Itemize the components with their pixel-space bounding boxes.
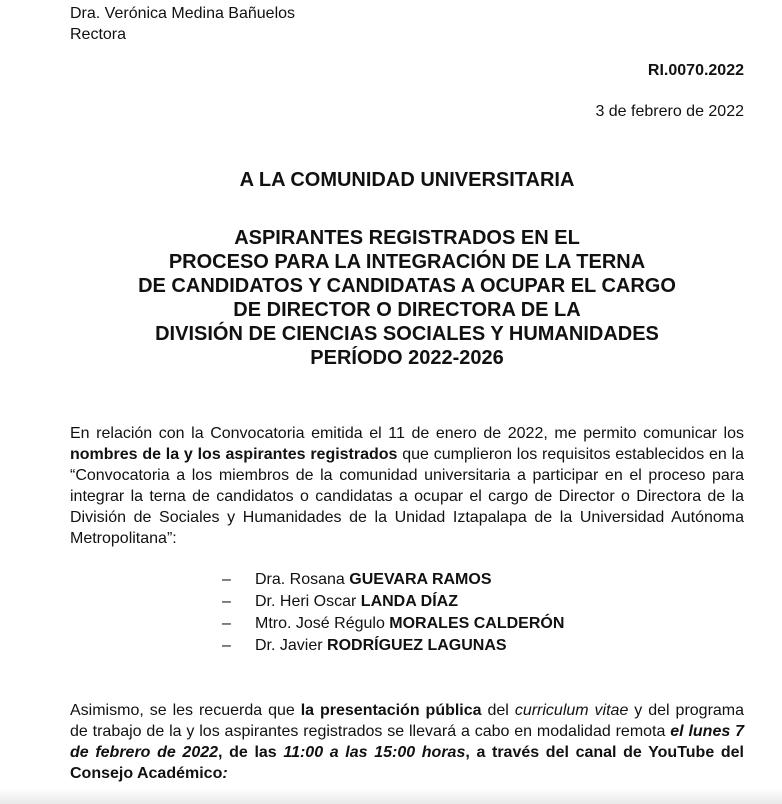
title-line: DIVISIÓN DE CIENCIAS SOCIALES Y HUMANIDADES bbox=[155, 323, 659, 345]
sender-name: Dra. Verónica Medina Bañuelos bbox=[70, 5, 296, 22]
reminder-paragraph bbox=[70, 700, 744, 784]
candidate-surname: GUEVARA RAMOS bbox=[349, 571, 492, 588]
dash-bullet: – bbox=[222, 593, 231, 610]
candidate-surname: RODRÍGUEZ LAGUNAS bbox=[327, 637, 507, 654]
candidate-surname: LANDA DÍAZ bbox=[360, 593, 458, 610]
candidate-title: Dr. Javier bbox=[255, 637, 328, 654]
page-bottom-shadow bbox=[0, 788, 782, 804]
candidate-title: Mtro. José Régulo bbox=[255, 615, 390, 632]
list-item bbox=[222, 591, 564, 613]
reminder-text: del bbox=[481, 702, 515, 719]
intro-text: En relación con la Convocatoria emitida el 11 de enero de 2022, me permito comunicar los bbox=[70, 425, 744, 442]
candidate-surname: MORALES CALDERÓN bbox=[389, 615, 565, 632]
dash-bullet: – bbox=[222, 637, 231, 654]
candidate-list bbox=[222, 569, 564, 657]
addressee-heading: A LA COMUNIDAD UNIVERSITARIA bbox=[239, 169, 575, 191]
reminder-italic-text: curriculum vitae bbox=[514, 702, 629, 719]
title-line: ASPIRANTES REGISTRADOS EN EL bbox=[234, 227, 580, 249]
title-line: PERÍODO 2022-2026 bbox=[310, 347, 504, 369]
reminder-bold-text: , a través del canal de YouTube del Consejo Académico bbox=[70, 744, 745, 782]
title-line: PROCESO PARA LA INTEGRACIÓN DE LA TERNA bbox=[168, 251, 646, 273]
dash-bullet: – bbox=[222, 571, 231, 588]
event-date: el lunes 7 de febrero de 2022 bbox=[70, 723, 745, 761]
title-line: DE CANDIDATOS Y CANDIDATAS A OCUPAR EL CARGO bbox=[138, 275, 676, 297]
dash-bullet: – bbox=[222, 615, 231, 632]
list-item bbox=[222, 635, 564, 657]
intro-bold-text: nombres de la y los aspirantes registrados bbox=[70, 446, 398, 463]
list-item bbox=[222, 569, 564, 591]
candidate-title: Dr. Heri Oscar bbox=[255, 593, 361, 610]
document-date: 3 de febrero de 2022 bbox=[595, 103, 744, 120]
sender-position: Rectora bbox=[70, 26, 127, 43]
event-time: 11:00 a las 15:00 horas bbox=[283, 744, 466, 761]
reminder-bold-text: , de las bbox=[218, 744, 284, 761]
reference-number: RI.0070.2022 bbox=[647, 62, 744, 79]
reminder-bold-text: la presentación pública bbox=[300, 702, 482, 719]
title-line: DE DIRECTOR O DIRECTORA DE LA bbox=[233, 299, 581, 321]
sender-block bbox=[70, 3, 295, 45]
reminder-text: Asimismo, se les recuerda que bbox=[70, 702, 301, 719]
candidate-title: Dra. Rosana bbox=[255, 571, 350, 588]
intro-text: que cumplieron los requisitos establecidos en la “Convocatoria a los miembros de la comunidad universitaria a participar en el proceso para integrar la terna de candidatos o candidatas a ocupar el cargo de Director o Directora de la División de Sociales y Humanidades de la Unidad Iztapalapa de la Universidad Autónoma Metropolitana”: bbox=[70, 446, 745, 547]
document-title bbox=[70, 226, 744, 370]
intro-paragraph bbox=[70, 423, 744, 549]
reminder-colon: : bbox=[222, 765, 228, 782]
list-item bbox=[222, 613, 564, 635]
reminder-text: y del programa de trabajo de la y los aspirantes registrados se llevará a cabo en modalidad remota bbox=[70, 702, 745, 740]
